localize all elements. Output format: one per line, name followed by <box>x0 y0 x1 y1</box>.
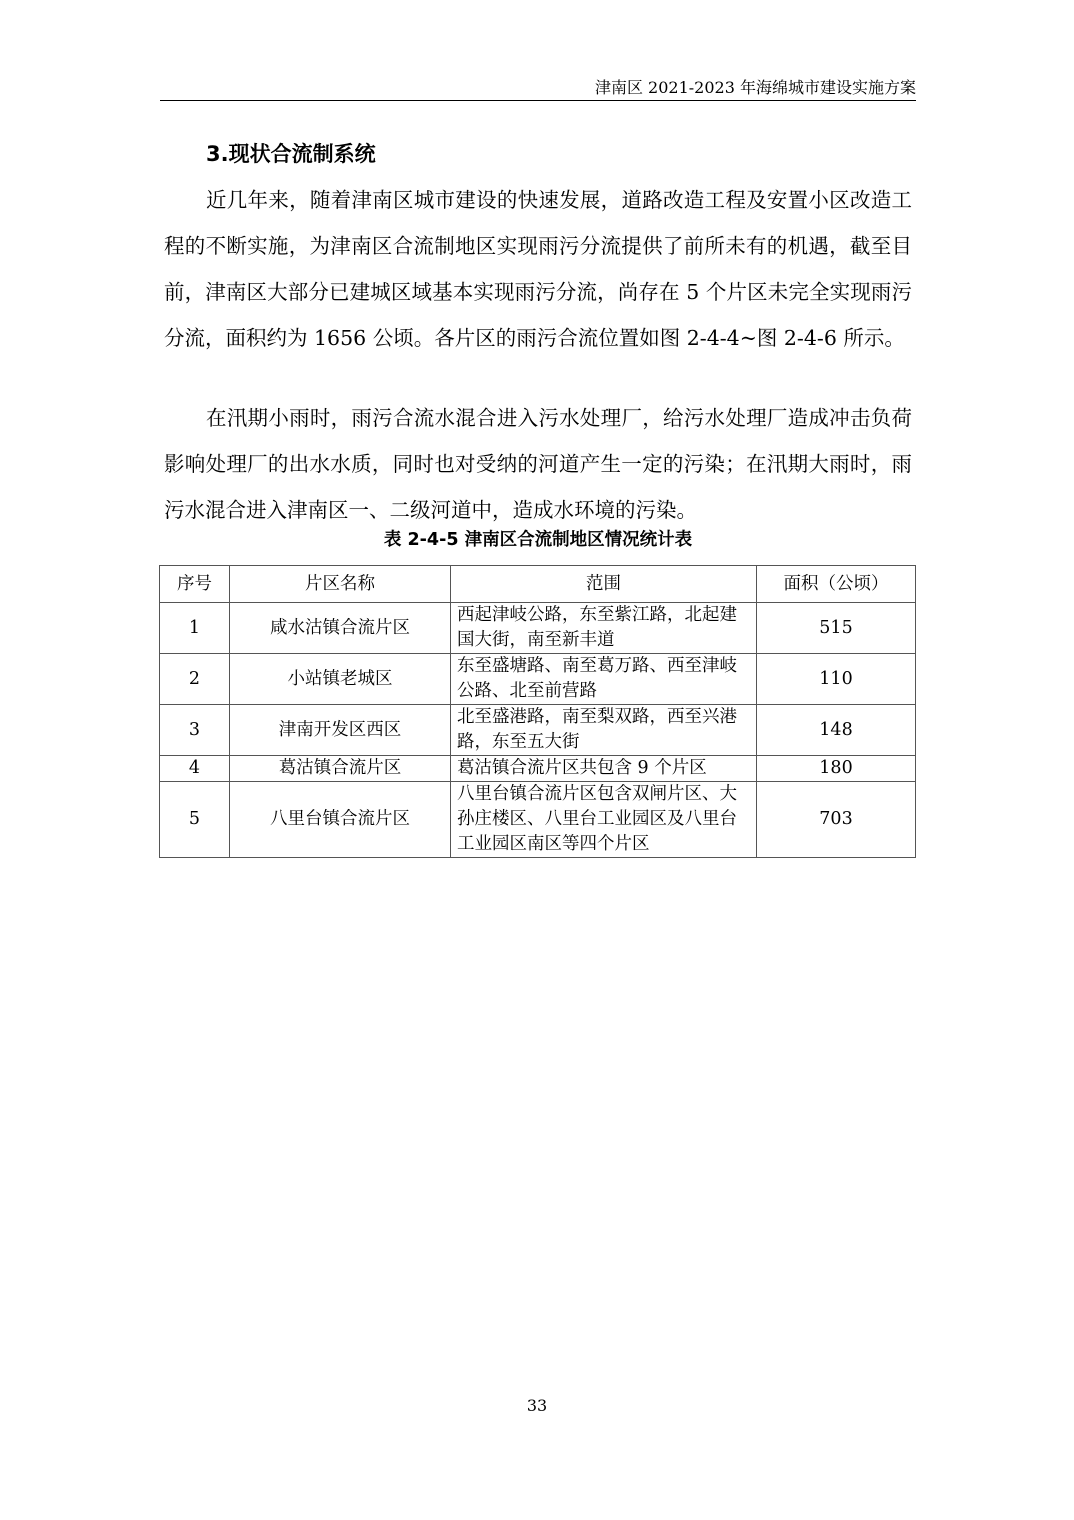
cell-name: 津南开发区西区 <box>230 705 451 756</box>
cell-no: 1 <box>160 603 230 654</box>
cell-name: 咸水沽镇合流片区 <box>230 603 451 654</box>
cell-area: 110 <box>757 654 916 705</box>
cell-range: 八里台镇合流片区包含双闸片区、大孙庄楼区、八里台工业园区及八里台工业园区南区等四个片区 <box>451 782 757 858</box>
cell-area: 148 <box>757 705 916 756</box>
cell-no: 4 <box>160 756 230 782</box>
table-row <box>160 705 916 756</box>
header-area: 面积（公顷） <box>757 566 916 603</box>
table-header-row <box>160 566 916 603</box>
header-no: 序号 <box>160 566 230 603</box>
paragraph-2: 在汛期小雨时，雨污合流水混合进入污水处理厂，给污水处理厂造成冲击负荷影响处理厂的出水水质，同时也对受纳的河道产生一定的污染；在汛期大雨时，雨污水混合进入津南区一、二级河道中，造成水环境的污染。 <box>164 406 912 522</box>
cell-area: 180 <box>757 756 916 782</box>
cell-name: 小站镇老城区 <box>230 654 451 705</box>
cell-range: 葛沽镇合流片区共包含 9 个片区 <box>451 756 757 782</box>
cell-range: 东至盛塘路、南至葛万路、西至津岐公路、北至前营路 <box>451 654 757 705</box>
cell-no: 5 <box>160 782 230 858</box>
header-name: 片区名称 <box>230 566 451 603</box>
header-range: 范围 <box>451 566 757 603</box>
table-row <box>160 782 916 858</box>
paragraph-1: 近几年来，随着津南区城市建设的快速发展，道路改造工程及安置小区改造工程的不断实施，为津南区合流制地区实现雨污分流提供了前所未有的机遇，截至目前，津南区大部分已建城区域基本实现雨污分流，尚存在 5 个片区未完全实现雨污分流，面积约为 1656 公顷。各片区的雨污合流位置如图 2-4-4~图 2-4-6 所示。 <box>164 188 912 350</box>
page-number: 33 <box>526 1396 548 1415</box>
cell-range: 北至盛港路，南至梨双路，西至兴港路，东至五大街 <box>451 705 757 756</box>
section-title: 3.现状合流制系统 <box>206 142 376 166</box>
table-row <box>160 756 916 782</box>
table-row <box>160 603 916 654</box>
cell-area: 515 <box>757 603 916 654</box>
cell-area: 703 <box>757 782 916 858</box>
cell-no: 3 <box>160 705 230 756</box>
cell-name: 八里台镇合流片区 <box>230 782 451 858</box>
table-row <box>160 654 916 705</box>
stats-table <box>159 565 916 858</box>
table-caption: 表 2-4-5 津南区合流制地区情况统计表 <box>383 530 693 550</box>
cell-name: 葛沽镇合流片区 <box>230 756 451 782</box>
cell-range: 西起津岐公路，东至紫江路，北起建国大街，南至新丰道 <box>451 603 757 654</box>
cell-no: 2 <box>160 654 230 705</box>
running-header: 津南区 2021-2023 年海绵城市建设实施方案 <box>160 78 916 101</box>
